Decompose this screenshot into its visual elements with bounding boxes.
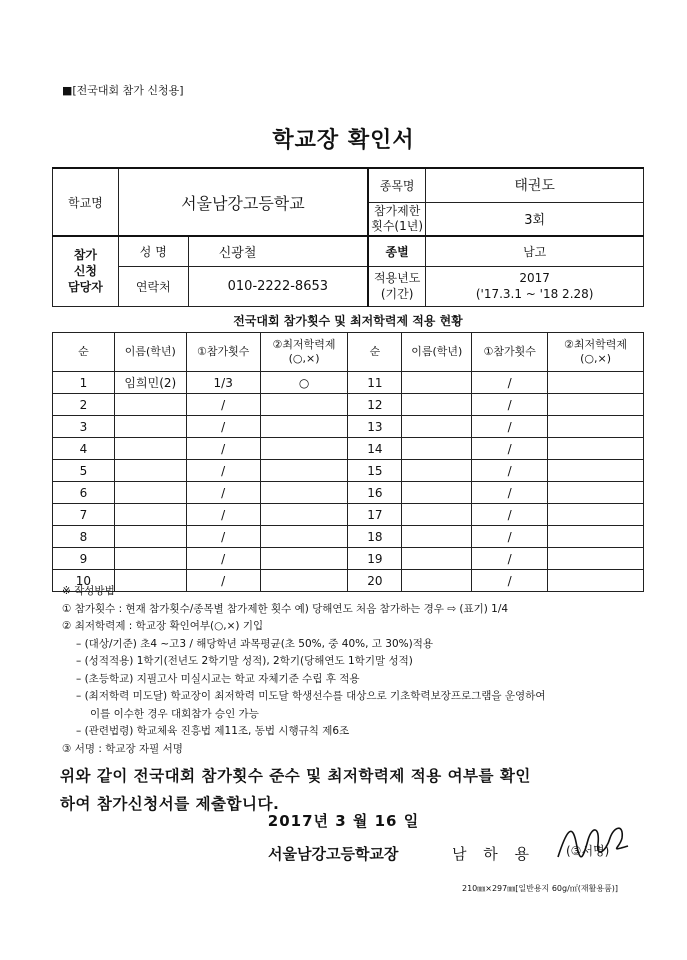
school-name: 서울남강고등학교 (118, 168, 368, 236)
row-no: 18 (348, 526, 402, 548)
row-no: 1 (53, 372, 115, 394)
row-count: / (472, 460, 548, 482)
note-item: ① 참가횟수 : 현재 참가횟수/종목별 참가제한 횟수 예) 당해연도 처음 참가하는 경우 ⇨ (표기) 1/4 (62, 602, 509, 615)
row-min (260, 416, 348, 438)
header-no: 순 (348, 333, 402, 372)
instructions (62, 583, 642, 758)
row-count: / (472, 504, 548, 526)
form-tag: ■[전국대회 참가 신청용] (62, 84, 184, 97)
row-count: 1/3 (186, 372, 260, 394)
row-min (260, 526, 348, 548)
name-label: 성 명 (118, 236, 188, 266)
row-no: 5 (53, 460, 115, 482)
signature-mark: (③서명) (566, 844, 610, 858)
row-min (260, 394, 348, 416)
row-name (114, 526, 186, 548)
name-value: 신광철 (188, 236, 368, 266)
row-min (260, 504, 348, 526)
note-item: ③ 서명 : 학교장 자필 서명 (62, 742, 183, 755)
row-no: 10 (53, 570, 115, 592)
header-name: 이름(학년) (114, 333, 186, 372)
note-item: ② 최저학력제 : 학교장 확인여부(○,×) 기입 (62, 620, 264, 632)
statement-line: 위와 같이 전국대회 참가횟수 준수 및 최저학력제 적용 여부를 확인 (60, 767, 531, 785)
school-principal-title: 서울남강고등학교장 (268, 845, 399, 863)
gender-label: 종별 (368, 236, 426, 266)
table-row (53, 372, 644, 394)
row-min (548, 526, 644, 548)
limit-label: 참가제한 횟수(1년) (368, 202, 426, 236)
note-subitem: – (성적적용) 1학기(전년도 2학기말 성적), 2학기(당해연도 1학기말 성적) (76, 655, 413, 667)
row-no: 16 (348, 482, 402, 504)
limit-value: 3회 (426, 202, 644, 236)
header-count: ①참가횟수 (186, 333, 260, 372)
row-min: ○ (260, 372, 348, 394)
row-name (402, 526, 472, 548)
row-count: / (186, 394, 260, 416)
gender-value: 남고 (426, 236, 644, 266)
row-min (548, 416, 644, 438)
row-count: / (472, 482, 548, 504)
contact-label: 연락처 (118, 266, 188, 306)
row-no: 3 (53, 416, 115, 438)
row-min (548, 460, 644, 482)
header-min: ②최저학력제 (○,×) (548, 333, 644, 372)
row-min (548, 504, 644, 526)
row-name (402, 438, 472, 460)
table-row (53, 460, 644, 482)
header-min: ②최저학력제 (○,×) (260, 333, 348, 372)
row-count: / (186, 416, 260, 438)
header-count: ①참가횟수 (472, 333, 548, 372)
row-name (402, 416, 472, 438)
event-label: 종목명 (368, 168, 426, 202)
row-name (402, 548, 472, 570)
table-row (53, 438, 644, 460)
row-name: 임희민(2) (114, 372, 186, 394)
table-row (53, 504, 644, 526)
row-name (402, 394, 472, 416)
row-name (114, 438, 186, 460)
row-name (114, 504, 186, 526)
note-subitem: – (대상/기준) 초4 ~고3 / 해당학년 과목평균(초 50%, 중 40%, 고 30%)적용 (76, 637, 433, 650)
row-name (402, 482, 472, 504)
row-count: / (186, 504, 260, 526)
row-no: 17 (348, 504, 402, 526)
submission-date: 2017년 3 월 16 일 (267, 812, 420, 830)
row-no: 20 (348, 570, 402, 592)
contact-value: 010-2222-8653 (188, 266, 368, 306)
row-count: / (186, 482, 260, 504)
row-count: / (186, 548, 260, 570)
statement-line: 하여 참가신청서를 제출합니다. (60, 795, 280, 813)
row-count: / (186, 526, 260, 548)
header-no: 순 (53, 333, 115, 372)
row-name (114, 548, 186, 570)
row-count: / (472, 526, 548, 548)
info-table (52, 167, 644, 307)
row-count: / (186, 570, 260, 592)
header-name: 이름(학년) (402, 333, 472, 372)
note-subitem: – (최저학력 미도달) 학교장이 최저학력 미도달 학생선수를 대상으로 기초학력보장프로그램을 운영하여 (76, 690, 546, 702)
row-no: 9 (53, 548, 115, 570)
participation-table (52, 332, 644, 592)
event-value: 태권도 (426, 168, 644, 202)
row-no: 12 (348, 394, 402, 416)
row-no: 2 (53, 394, 115, 416)
row-count: / (472, 372, 548, 394)
row-name (402, 504, 472, 526)
note-subitem: 이를 이수한 경우 대회참가 승인 가능 (90, 707, 259, 720)
row-no: 11 (348, 372, 402, 394)
row-count: / (472, 548, 548, 570)
row-min (260, 548, 348, 570)
year-label: 적용년도 (기간) (368, 266, 426, 306)
note-subitem: – (초등학교) 지필고사 미실시교는 학교 자체기준 수립 후 적용 (76, 672, 360, 685)
row-no: 8 (53, 526, 115, 548)
row-min (548, 482, 644, 504)
row-min (260, 460, 348, 482)
row-count: / (186, 460, 260, 482)
signature-icon (548, 812, 638, 872)
table-row (53, 394, 644, 416)
row-name (402, 372, 472, 394)
table-row (53, 416, 644, 438)
table-header-row (53, 333, 644, 372)
row-min (260, 482, 348, 504)
row-min (548, 372, 644, 394)
row-count: / (186, 438, 260, 460)
row-no: 13 (348, 416, 402, 438)
person-label: 참가 신청 담당자 (53, 236, 119, 306)
row-no: 4 (53, 438, 115, 460)
row-no: 14 (348, 438, 402, 460)
principal-name: 남 하 용 (452, 845, 536, 863)
row-name (114, 394, 186, 416)
row-count: / (472, 416, 548, 438)
row-no: 7 (53, 504, 115, 526)
row-name (114, 482, 186, 504)
year-value: 2017 ('17.3.1 ~ '18 2.28) (426, 266, 644, 306)
row-min (260, 438, 348, 460)
row-count: / (472, 394, 548, 416)
note-subitem: – (관련법령) 학교체육 진흥법 제11조, 동법 시행규칙 제6조 (76, 725, 350, 737)
row-min (548, 548, 644, 570)
row-no: 15 (348, 460, 402, 482)
table-row (53, 548, 644, 570)
table-row (53, 482, 644, 504)
row-no: 19 (348, 548, 402, 570)
row-count: / (472, 570, 548, 592)
row-name (114, 416, 186, 438)
page-title: 학교장 확인서 (272, 128, 415, 153)
table-row (53, 526, 644, 548)
notes-heading: ※ 작성방법 (62, 585, 115, 597)
row-name (114, 460, 186, 482)
row-name (402, 460, 472, 482)
section-title: 전국대회 참가횟수 및 최저학력제 적용 현황 (233, 314, 463, 328)
paper-spec: 210㎜×297㎜[일반용지 60g/㎡(재활용품)] (462, 884, 619, 893)
row-min (548, 438, 644, 460)
school-label: 학교명 (53, 168, 119, 236)
row-min (548, 394, 644, 416)
row-count: / (472, 438, 548, 460)
row-no: 6 (53, 482, 115, 504)
